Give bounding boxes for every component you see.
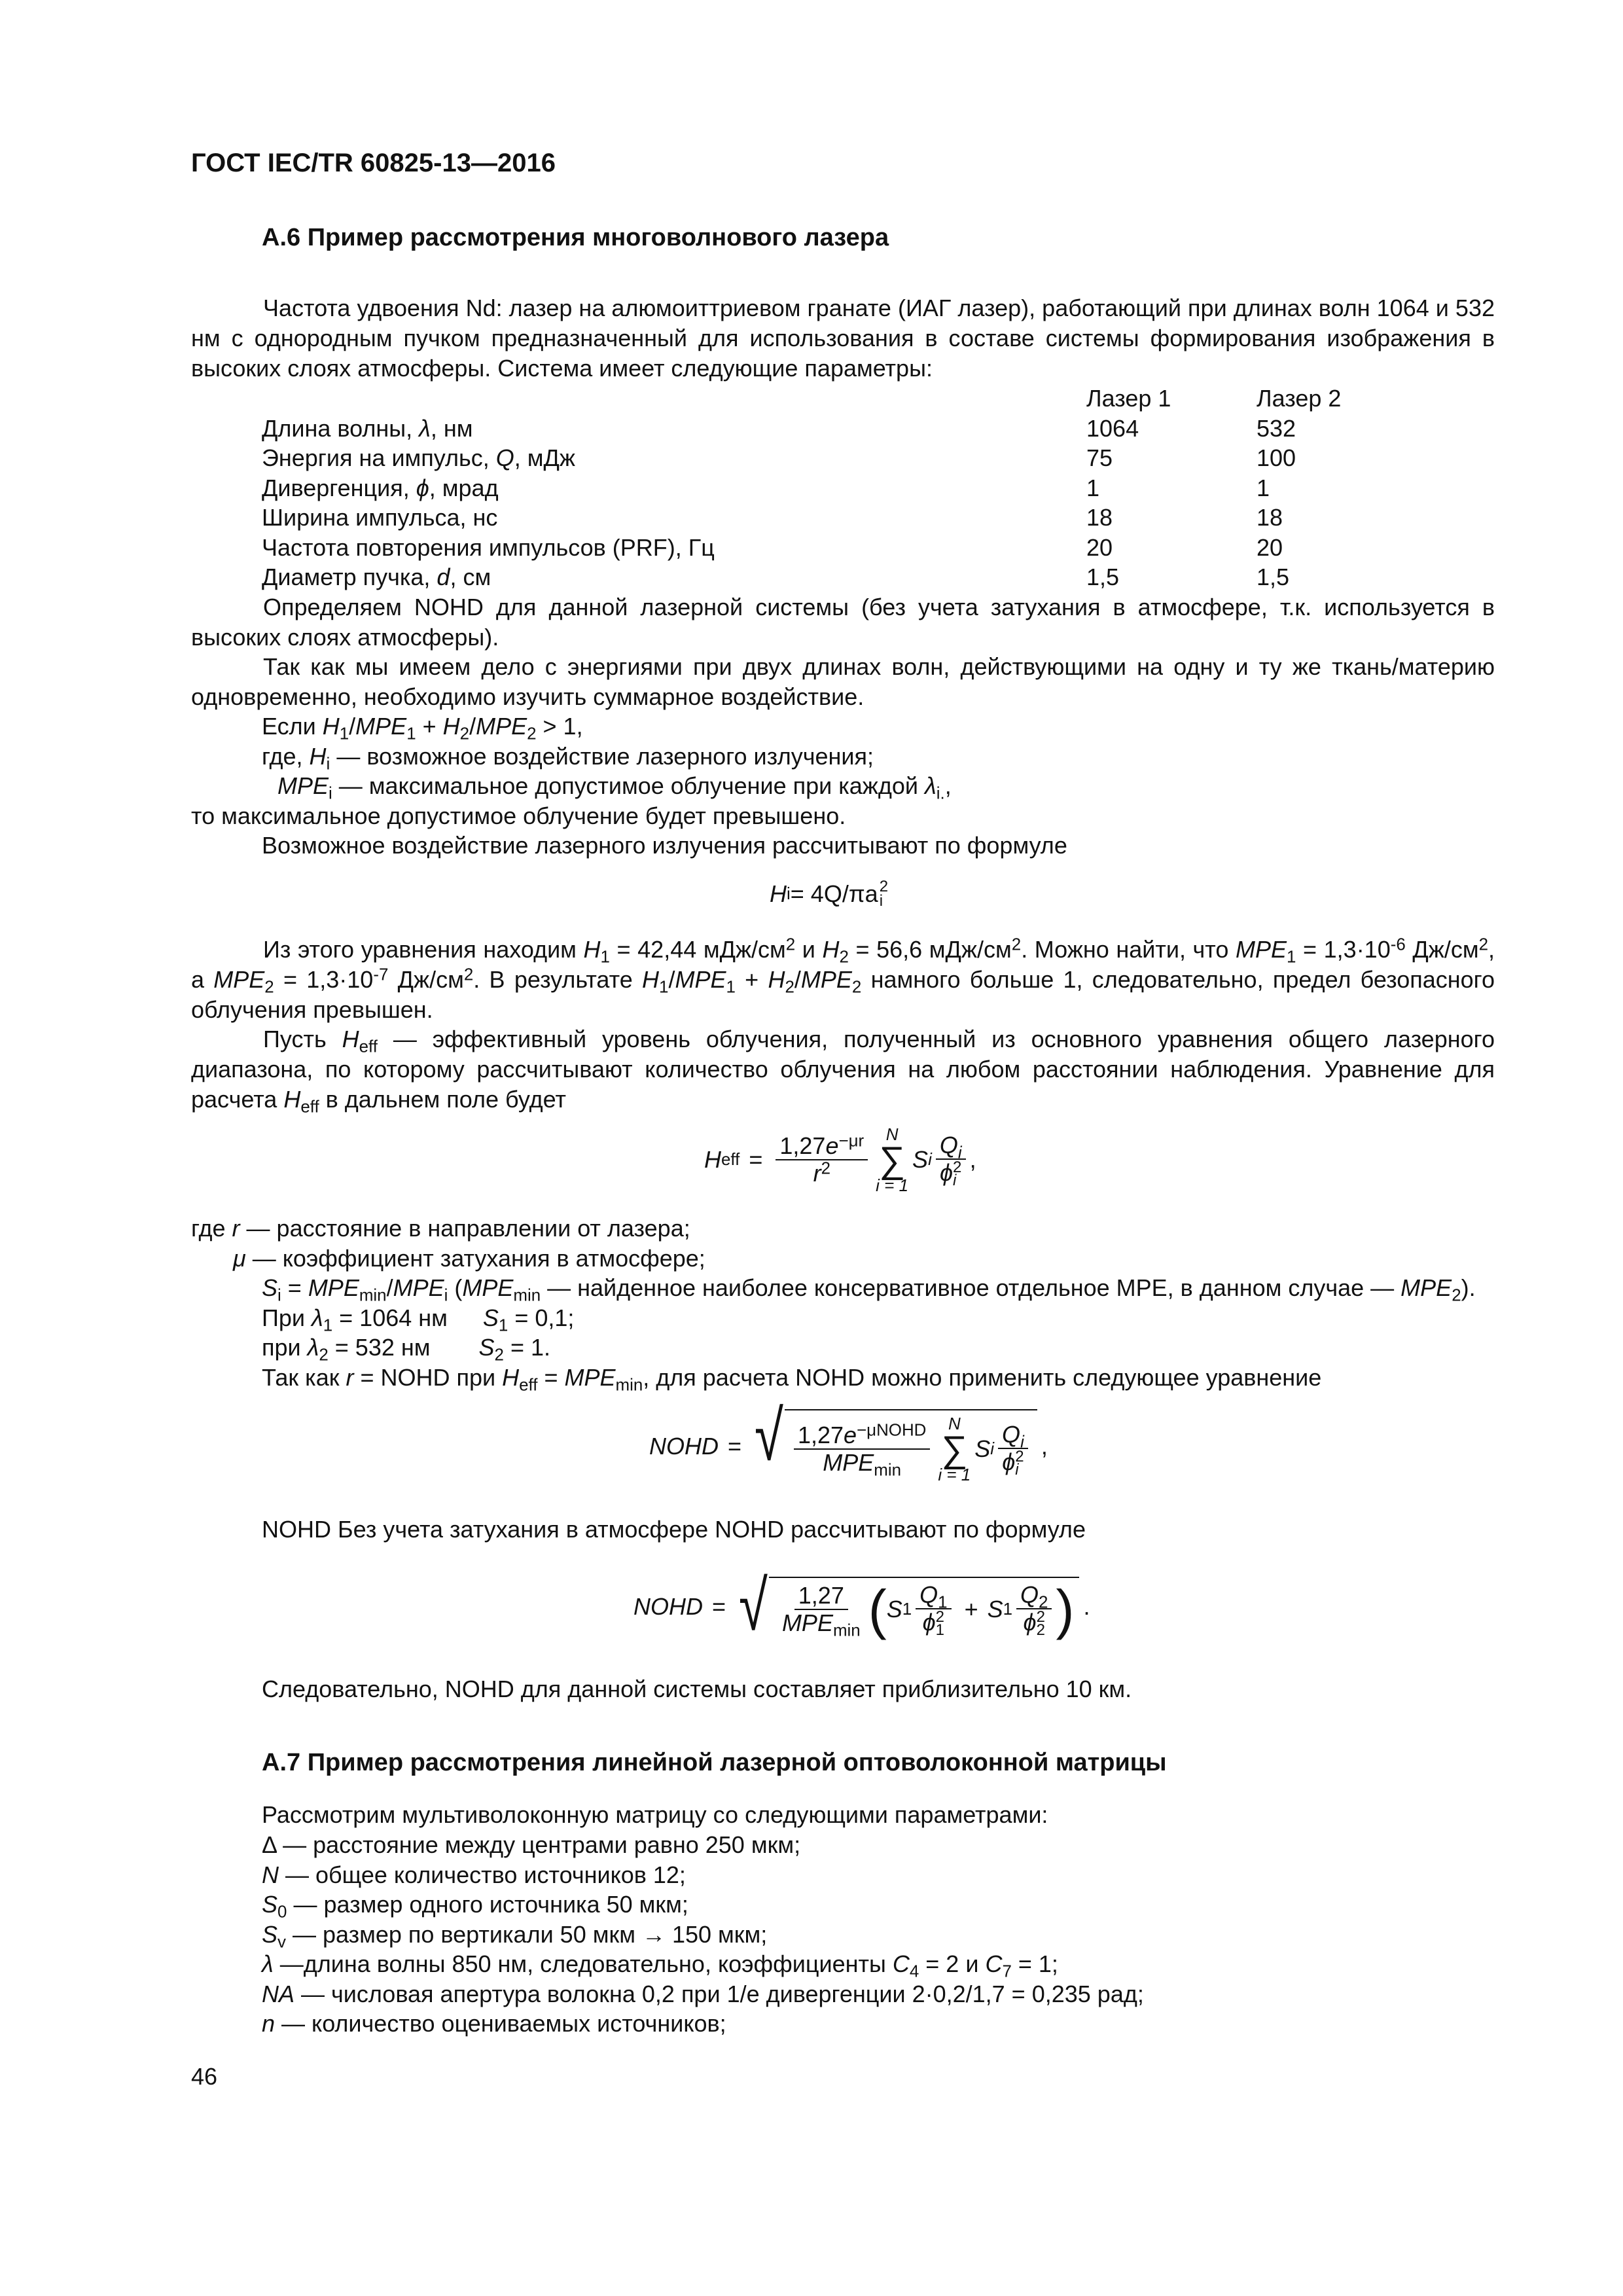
conclusion-line: Следовательно, NOHD для данной системы составляет приблизительно 10 км. — [262, 1676, 1132, 1702]
energies-paragraph: Так как мы имеем дело с энергиями при двух длинах волн, действующими на одну и ту же ткань/материю одновременно, необходимо изучить суммарное воздействие. — [191, 653, 1495, 710]
laser1-value: 1,5 — [1086, 564, 1120, 590]
lambda2-line: при $\lambda_2 = 532$ нм $S_2 = 1$. — [262, 1334, 551, 1365]
laser2-value: 100 — [1257, 444, 1296, 471]
lambda1-line: При $\lambda_1 = 1064$ нм $S_1 = 0,1$; — [262, 1304, 575, 1335]
list-item: N — общее количество источников 12; — [262, 1861, 686, 1888]
laser2-value: 532 — [1257, 414, 1296, 442]
laser1-value: 20 — [1086, 533, 1113, 561]
list-item: n — количество оцениваемых источников; — [262, 2010, 726, 2037]
laser1-value: 75 — [1086, 444, 1113, 471]
si-definition-line: $S_i = MPE_{min}/MPE_i$ ($MPE_{min}$ — найденное наиболее консервативное отдельное MPE, в данном случае — $MPE_2$). — [262, 1274, 1476, 1305]
since-line: Так как r = NOHD при $H_{eff} = MPE_{min}$, для расчета NOHD можно применить следующее уравнение — [262, 1363, 1322, 1394]
formula-nohd: NOHD = √ $\frac{1,27e^{-\mu NOHD}}{MPE_{min}}$ N ∑ i = 1 S i $Q_i$ ϕ 2 i , — [649, 1396, 1048, 1484]
list-item: λ —длина волны 850 нм, следовательно, коэффициенты $C_4 = 2$ и $C_7 = 1$; — [262, 1950, 1058, 1981]
param-label: Ширина импульса, нс — [262, 504, 498, 531]
formula-intro-line: Возможное воздействие лазерного излучения рассчитывают по формуле — [262, 832, 1067, 859]
list-item: NA — числовая апертура волокна 0,2 при 1/e дивергенции 2·0,2/1,7 = 0,235 рад; — [262, 1980, 1144, 2007]
list-item: Δ — расстояние между центрами равно 250 мкм; — [262, 1831, 801, 1858]
param-label: Частота повторения импульсов (PRF), Гц — [262, 533, 715, 561]
table-header-laser1: Лазер 1 — [1086, 385, 1171, 412]
table-row — [262, 533, 1387, 563]
define-paragraph: Определяем NOHD для данной лазерной системы (без учета затухания в атмосфере, т.к. используется в высоких слоях атмосферы). — [191, 594, 1495, 651]
laser2-value: 18 — [1257, 504, 1283, 531]
where-r-line: где r — расстояние в направлении от лазера; — [191, 1215, 690, 1242]
where-mpe-line: $MPE_i$ — максимальное допустимое облучение при каждой $\lambda_{i.}$, — [277, 772, 952, 803]
table-row — [262, 503, 1387, 533]
table-header-laser2: Лазер 2 — [1257, 385, 1342, 412]
list-item: $S_v$ — размер по вертикали 50 мкм → 150 мкм; — [262, 1920, 768, 1951]
condition-line: Если $H_1/MPE_1 + H_2/MPE_2 > 1$, — [262, 713, 583, 744]
laser1-value: 18 — [1086, 504, 1113, 531]
table-row — [262, 414, 1387, 444]
nohd-intro-line: NOHD Без учета затухания в атмосфере NOHD рассчитывают по формуле — [262, 1516, 1086, 1543]
heff-paragraph: Пусть $H_{eff}$ — эффективный уровень облучения, полученный из основного уравнения общего лазерного диапазона, по которому рассчитывают количество облучения на любом расстоянии наблюдения. Уравнение для расчета $H_{eff}$ в дальнем поле будет — [191, 1026, 1495, 1117]
laser1-value: 1 — [1086, 474, 1100, 501]
page-number: 46 — [191, 2063, 218, 2090]
formula-hi: H i = 4Q/πa 2 i — [770, 878, 889, 910]
laser2-value: 1,5 — [1257, 564, 1290, 590]
where-mu-line: μ — коэффициент затухания в атмосфере; — [233, 1244, 705, 1272]
fiber-parameters-list — [262, 1830, 1144, 2039]
table-header-blank — [262, 384, 1086, 414]
param-label: Энергия на импульс, Q, мДж — [262, 444, 576, 471]
param-label: Дивергенция, ϕ, мрад — [262, 474, 499, 501]
section-a6-title: А.6 Пример рассмотрения многоволнового лазера — [262, 224, 889, 251]
heff-where-list — [191, 1213, 1476, 1392]
laser2-value: 1 — [1257, 474, 1270, 501]
where-h-line: где, $H_i$ — возможное воздействие лазерного излучения; — [262, 743, 874, 774]
result-paragraph: Из этого уравнения находим $H_1 = 42,44$ мДж/$см^2$ и $H_2 = 56,6$ мДж/$см^2$. Можно найти, что $MPE_1 = 1,3\cdot 10^{-6}$ $Дж/см^2$, а $MPE_2 = 1,3\cdot 10^{-7}$ $Дж/см^2$. В результате $H_1/MPE_1 + H_2/MPE_2$ намного больше 1, следовательно, предел безопасного облучения превышен. — [191, 935, 1495, 1023]
intro-paragraph: Частота удвоения Nd: лазер на алюмоиттриевом гранате (ИАГ лазер), работающий при длинах волн 1064 и 532 нм с однородным пучком предназначенный для использования в составе системы формирования изображения в высоких слоях атмосферы. Система имеет следующие параметры: — [191, 295, 1495, 382]
param-label: Длина волны, λ, нм — [262, 414, 473, 442]
laser1-value: 1064 — [1086, 414, 1139, 442]
a7-intro-line: Рассмотрим мультиволоконную матрицу со следующими параметрами: — [262, 1801, 1048, 1828]
table-header-row — [262, 384, 1387, 414]
param-label: Диаметр пучка, d, см — [262, 564, 491, 590]
section-a7-title: А.7 Пример рассмотрения линейной лазерной оптоволоконной матрицы — [262, 1749, 1167, 1776]
table-row — [262, 443, 1387, 473]
table-row — [262, 473, 1387, 503]
table-row — [262, 562, 1387, 592]
list-item: $S_0$ — размер одного источника 50 мкм; — [262, 1891, 688, 1922]
laser2-value: 20 — [1257, 533, 1283, 561]
parameters-table — [262, 384, 1387, 592]
formula-heff: H eff = $\frac{1,27e^{-\mu r}}{r^2}$ N ∑ i = 1 S i $Q_i$ ϕ 2 i , — [704, 1124, 976, 1195]
standard-header: ГОСТ IEC/TR 60825-13—2016 — [191, 149, 556, 177]
formula-nohd-no-attenuation: NOHD = √ $\frac{1,27}{MPE_{min}}$ ( S 1 $Q_1$ ϕ 2 1 + S 1 $Q_2$ ϕ 2 2 ) . — [633, 1566, 1090, 1645]
exceeded-line: то максимальное допустимое облучение будет превышено. — [191, 802, 846, 829]
